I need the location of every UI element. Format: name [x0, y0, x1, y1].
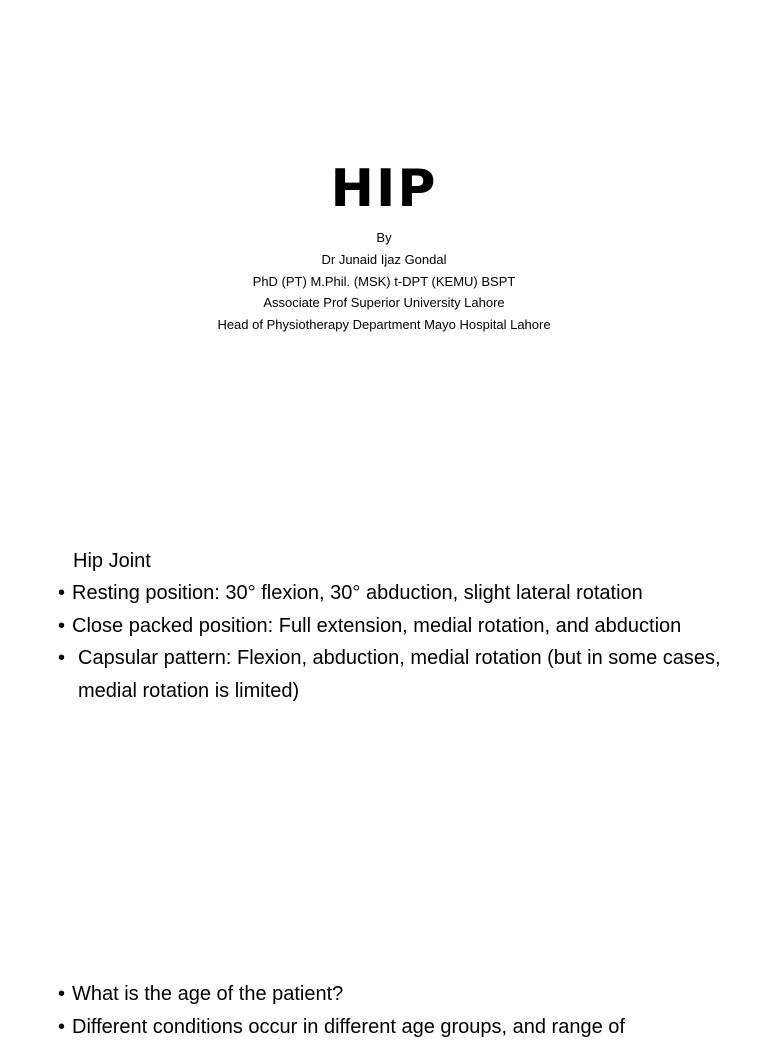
section-heading: Hip Joint [73, 545, 151, 577]
bullet-text: Close packed position: Full extension, medial rotation, and abduction [72, 615, 681, 637]
bullet-list [58, 577, 748, 707]
bullet-text: Resting position: 30° flexion, 30° abduction, slight lateral rotation [72, 582, 643, 604]
list-item [58, 642, 748, 707]
byline-line: By [0, 227, 768, 249]
bullet-icon: • [58, 978, 65, 1011]
author-position: Associate Prof Superior University Lahore [0, 292, 768, 314]
bullet-icon: • [58, 610, 65, 643]
document-title: HIP [0, 158, 768, 220]
author-byline [0, 227, 768, 336]
bullet-icon: • [58, 642, 65, 675]
list-item [58, 978, 748, 1011]
bullet-icon: • [58, 577, 65, 610]
list-item [58, 577, 748, 610]
bullet-text: Capsular pattern: Flexion, abduction, medial rotation (but in some cases, medial rotation is limited) [78, 647, 721, 702]
bullet-list [58, 978, 748, 1043]
author-department: Head of Physiotherapy Department Mayo Hospital Lahore [0, 314, 768, 336]
bullet-icon: • [58, 1011, 65, 1043]
title-slide [0, 0, 768, 430]
author-name: Dr Junaid Ijaz Gondal [0, 249, 768, 271]
list-item [58, 1011, 748, 1043]
list-item [58, 610, 748, 643]
bullet-text: What is the age of the patient? [72, 983, 343, 1005]
bullet-text: Different conditions occur in different age groups, and range of [72, 1016, 625, 1038]
author-qualifications: PhD (PT) M.Phil. (MSK) t-DPT (KEMU) BSPT [0, 271, 768, 293]
